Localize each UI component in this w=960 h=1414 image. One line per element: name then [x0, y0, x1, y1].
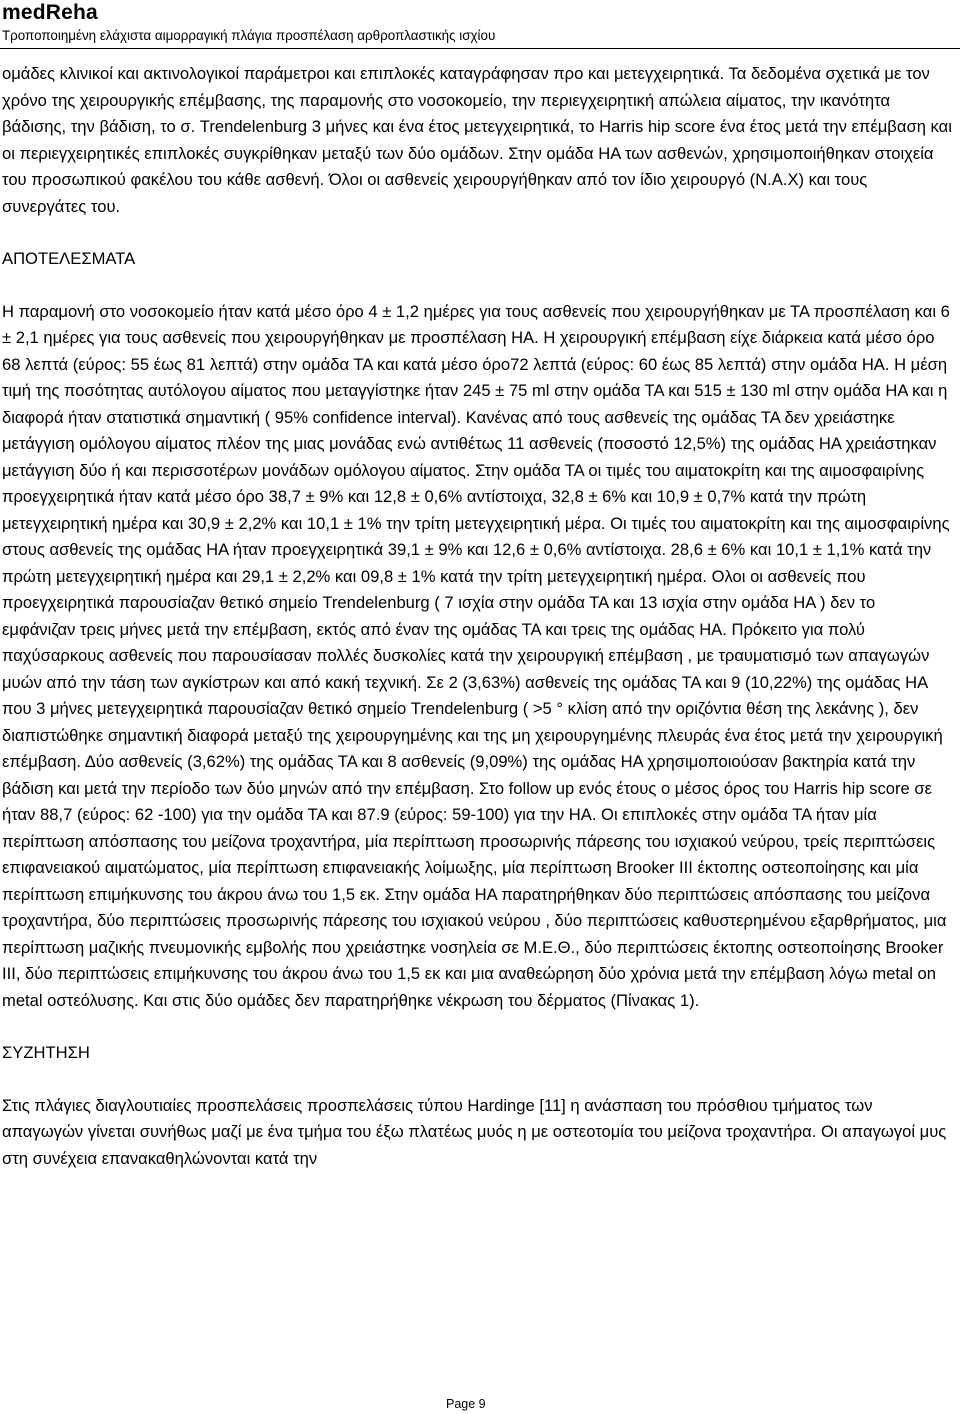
- results-heading: ΑΠΟΤΕΛΕΣΜΑΤΑ: [2, 249, 136, 268]
- intro-paragraph: ομάδες κλινικοί και ακτινολογικοί παράμετροι και επιπλοκές καταγράφησαν προ και μετεγχειρητικά. Τα δεδομένα σχετικά με τον χρόνο της χειρουργικής επέμβασης, της παραμονής στο νοσοκομείο, την περιεγχειρητική απώλεια αίματος, την ικανότητα βάδισης, την βάδιση, το σ. Trendelenburg 3 μήνες και ένα έτος μετεγχειρητικά, το Harris hip score ένα έτος μετά την επέμβαση και οι περιεγχειρητικές επιπλοκές συγκρίθηκαν μεταξύ των δύο ομάδων. Στην ομάδα ΗΑ των ασθενών, χρησιμοποιήθηκαν στοιχεία του προσωπικού φακέλου του κάθε ασθενή. Όλοι οι ασθενείς χειρουργήθηκαν από τον ίδιο χειρουργό (Ν.Α.Χ) και τους συνεργάτες του.: [2, 64, 952, 216]
- document-body: [2, 61, 952, 1172]
- discussion-heading: ΣΥΖΗΤΗΣΗ: [2, 1043, 90, 1062]
- section-spacer: [2, 220, 952, 246]
- header-divider: [0, 48, 960, 49]
- document-subtitle: Τροποποιημένη ελάχιστα αιμορραγική πλάγια προσπέλαση αρθροπλαστικής ισχίου: [2, 28, 496, 43]
- brand-title: medReha: [2, 1, 98, 24]
- section-spacer: [2, 1067, 952, 1093]
- page-number: Page 9: [446, 1397, 486, 1411]
- section-spacer: [2, 273, 952, 299]
- discussion-paragraph: Στις πλάγιες διαγλουτιαίες προσπελάσεις προσπελάσεις τύπου Hardinge [11] η ανάσπαση του πρόσθιου τμήματος των απαγωγών γίνεται συνήθως μαζί με ένα τμήμα του έξω πλατέως μυός η με οστεοτομία του μείζονα τροχαντήρα. Οι απαγωγοί μυς στη συνέχεια επανακαθηλώνονται κατά την: [2, 1095, 947, 1168]
- results-paragraph: Η παραμονή στο νοσοκομείο ήταν κατά μέσο όρο 4 ± 1,2 ημέρες για τους ασθενείς που χειρουργήθηκαν με ΤΑ προσπέλαση και 6 ± 2,1 ημέρες για τους ασθενείς που χειρουργήθηκαν με προσπέλαση ΗΑ. Η χειρουργική επέμβαση είχε διάρκεια κατά μέσο όρο 68 λεπτά (εύρος: 55 έως 81 λεπτά) στην ομάδα ΤΑ και κατά μέσο όρο72 λεπτά (εύρος: 60 έως 85 λεπτά) στην ομάδα ΗΑ. Η μέση τιμή της ποσότητας αυτόλογου αίματος που μεταγγίστηκε ήταν 245 ± 75 ml στην ομάδα ΤΑ και 515 ± 130 ml στην ομάδα ΗΑ και η διαφορά ήταν στατιστικά σημαντική ( 95% confidence interval). Κανένας από τους ασθενείς της ομάδας ΤΑ δεν χρειάστηκε μετάγγιση ομόλογου αίματος πλέον της μιας μονάδας ενώ αντιθέτως 11 ασθενείς (ποσοστό 12,5%) της ομάδας ΗΑ χρειάστηκαν μετάγγιση δύο ή και περισσοτέρων μονάδων ομόλογου αίματος. Στην ομάδα ΤΑ οι τιμές του αιματοκρίτη και της αιμοσφαιρίνης προεγχειρητικά ήταν κατά μέσο όρο 38,7 ± 9% και 12,8 ± 0,6% αντίστοιχα, 32,8 ± 6% και 10,9 ± 0,7% κατά την πρώτη μετεγχειρητική ημέρα και 30,9 ± 2,2% και 10,1 ± 1% την τρίτη μετεγχειρητική μέρα. Οι τιμές του αιματοκρίτη και της αιμοσφαιρίνης στους ασθενείς της ομάδας ΗΑ ήταν προεγχειρητικά 39,1 ± 9% και 12,6 ± 0,6% αντίστοιχα. 28,6 ± 6% και 10,1 ± 1,1% κατά την πρώτη μετεγχειρητική ημέρα και 29,1 ± 2,2% και 09,8 ± 1% κατά την τρίτη μετεγχειρητική ημέρα. Ολοι οι ασθενείς που προεγχειρητικά παρουσίαζαν θετικό σημείο Trendelenburg ( 7 ισχία στην ομάδα ΤΑ και 13 ισχία στην ομάδα ΗΑ ) δεν το εμφάνιζαν τρεις μήνες μετά την επέμβαση, εκτός από έναν της ομάδας ΤΑ και τρεις της ομάδας ΗΑ. Πρόκειτο για πολύ παχύσαρκους ασθενείς που παρουσίασαν πολλές δυσκολίες κατά την χειρουργική επέμβαση , με τραυματισμό των απαγωγών μυών από την τάση των αγκίστρων και από κακή τεχνική. Σε 2 (3,63%) ασθενείς της ομάδας ΤΑ και 9 (10,22%) της ομάδας ΗΑ που 3 μήνες μετεγχειρητικά παρουσίαζαν θετικό σημείο Trendelenburg ( >5 ° κλίση από την οριζόντια θέση της λεκάνης ), δεν διαπιστώθηκε σημαντική διαφορά μεταξύ της χειρουργημένης και της μη χειρουργημένης πλευράς ένα έτος μετά την χειρουργική επέμβαση. Δύο ασθενείς (3,62%) της ομάδας ΤΑ και 8 ασθενείς (9,09%) της ομάδας ΗΑ χρησιμοποιούσαν βακτηρία κατά την βάδιση και μετά την περίοδο των δύο μηνών από την επέμβαση. Στο follow up ενός έτους ο μέσος όρος του Harris hip score σε ήταν 88,7 (εύρος: 62 -100) για την ομάδα ΤΑ και 87.9 (εύρος: 59-100) για την ΗΑ. Οι επιπλοκές στην ομάδα ΤΑ ήταν μία περίπτωση απόσπασης του μείζονα τροχαντήρα, μία περίπτωση προσωρινής πάρεσης του ισχιακού νεύρου, τρείς περιπτώσεις επιφανειακού αιματώματος, μία περίπτωση επιφανειακής λοίμωξης, μία περίπτωση Brooker III έκτοπης οστεοποίησης και μία περίπτωση επιμήκυνσης του άκρου άνω του 1,5 εκ. Στην ομάδα ΗΑ παρατηρήθηκαν δύο περιπτώσεις απόσπασης του μείζονα τροχαντήρα, δύο περιπτώσεις προσωρινής πάρεσης του ισχιακού νεύρου , δύο περιπτώσεις καθυστερημένου εξαρθρήματος, μια περίπτωση μαζικής πνευμονικής εμβολής που χρειάστηκε νοσηλεία σε Μ.Ε.Θ., δύο περιπτώσεις έκτοπης οστεοποίησης Brooker III, δύο περιπτώσεις επιμήκυνσης του άκρου άνω του 1,5 εκ και μια αναθεώρηση δύο χρόνια μετά την επέμβαση λόγω metal on metal οστεόλυσης. Και στις δύο ομάδες δεν παρατηρήθηκε νέκρωση του δέρματος (Πίνακας 1).: [2, 301, 950, 1010]
- section-spacer: [2, 1014, 952, 1040]
